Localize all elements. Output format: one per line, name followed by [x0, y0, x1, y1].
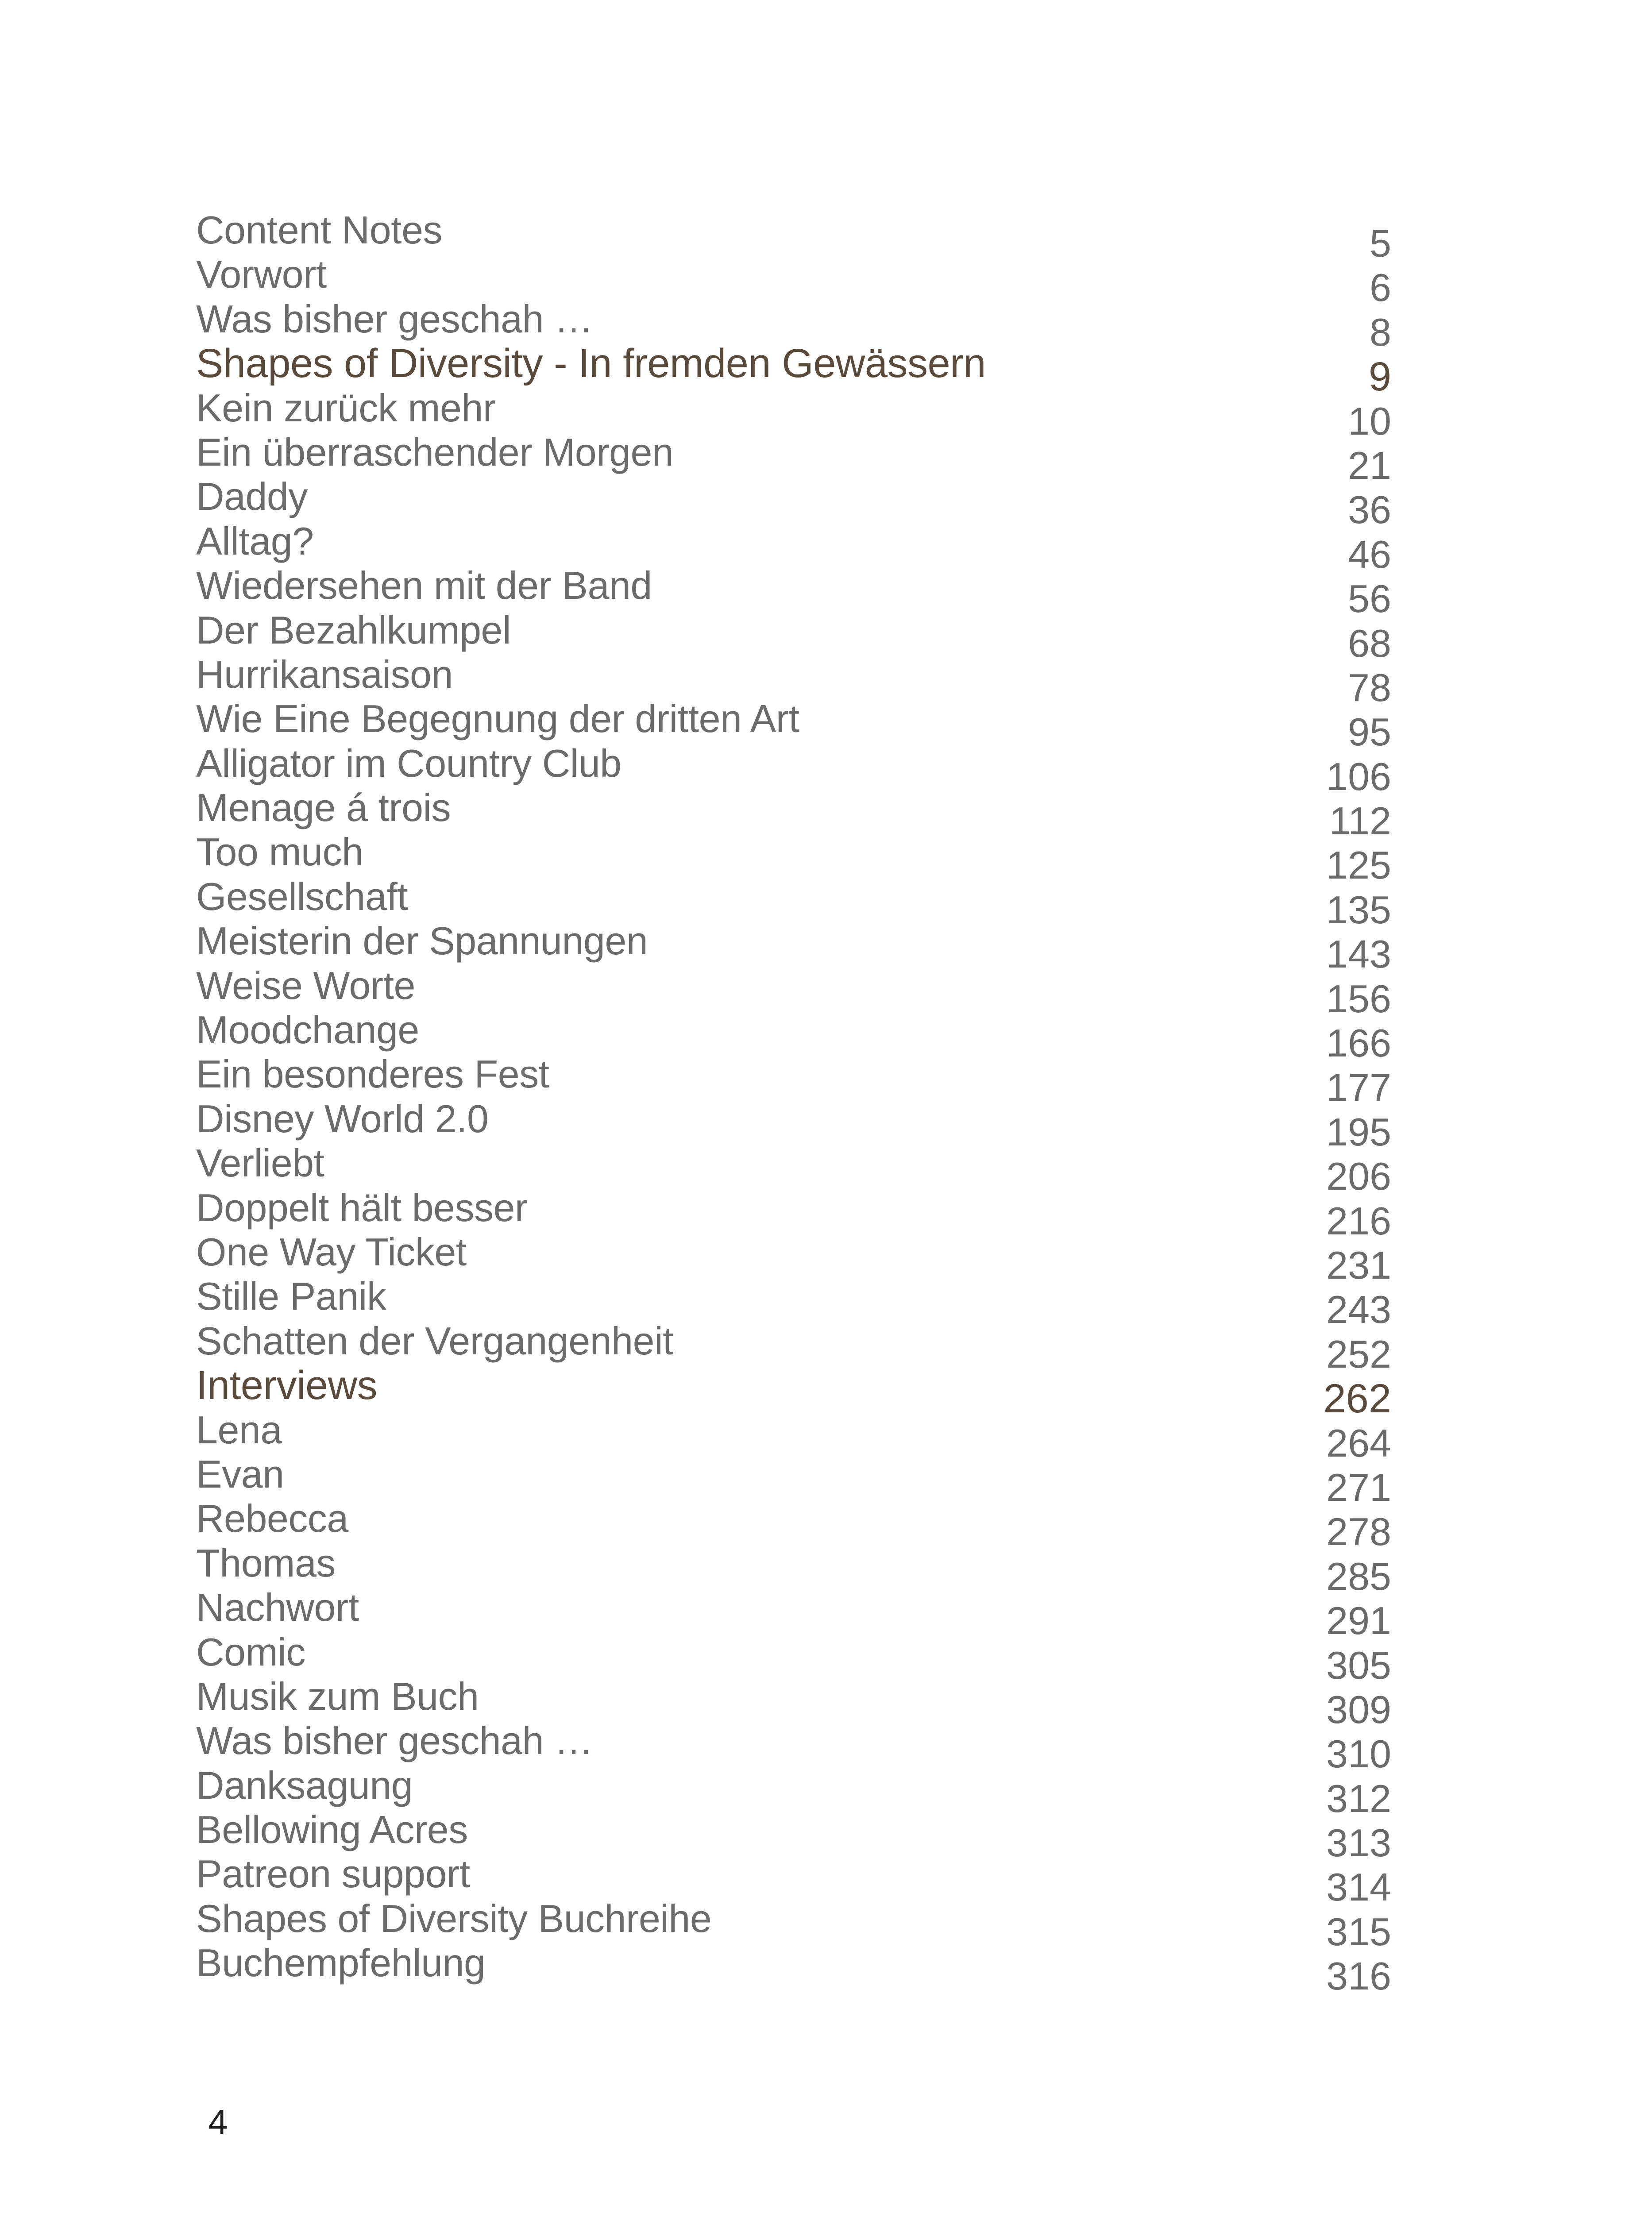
toc-entry [196, 1541, 1391, 1598]
toc-entry-page: 206 [1326, 1154, 1391, 1199]
toc-entry-page: 166 [1326, 1021, 1391, 1065]
toc-entry-title: Wie Eine Begegnung der dritten Art [196, 697, 799, 741]
toc-entry [196, 1763, 1391, 1820]
toc-entry-page: 309 [1326, 1687, 1391, 1731]
toc-entry-title: Patreon support [196, 1852, 470, 1896]
toc-entry [196, 1319, 1391, 1376]
toc-entry-title: Danksagung [196, 1763, 413, 1807]
toc-entry-title: Lena [196, 1407, 282, 1452]
toc-entry-page: 305 [1326, 1643, 1391, 1687]
toc-entry [196, 563, 1391, 621]
toc-entry [196, 1719, 1391, 1776]
toc-entry-page: 95 [1348, 710, 1391, 754]
toc-entry-page: 10 [1348, 399, 1391, 443]
toc-entry [196, 1852, 1391, 1909]
toc-entry-page: 6 [1370, 266, 1391, 310]
toc-entry [196, 1141, 1391, 1199]
toc-entry-page: 112 [1329, 799, 1391, 843]
toc-entry [196, 919, 1391, 976]
toc-entry-page: 106 [1326, 754, 1391, 798]
toc-entry [196, 874, 1391, 932]
toc-entry-title: Comic [196, 1630, 305, 1674]
toc-entry [196, 1185, 1391, 1243]
toc-entry-page: 315 [1326, 1909, 1391, 1954]
toc-entry [196, 297, 1391, 354]
toc-entry-title: Musik zum Buch [196, 1674, 479, 1718]
toc-entry [196, 1052, 1391, 1110]
toc-entry-page: 68 [1348, 621, 1391, 665]
toc-entry-title: Content Notes [196, 208, 443, 252]
toc-entry-page: 310 [1326, 1732, 1391, 1776]
toc-entry-page: 143 [1326, 932, 1391, 976]
toc-entry-title: Hurrikansaison [196, 652, 453, 696]
toc-section [196, 341, 1391, 400]
toc-entry [196, 1096, 1391, 1154]
toc-entry-page: 8 [1370, 310, 1391, 354]
toc-entry [196, 1808, 1391, 1865]
toc-entry [196, 208, 1391, 265]
toc-entry-page: 252 [1326, 1332, 1391, 1376]
toc-entry-page: 125 [1326, 843, 1391, 887]
toc-section [196, 1363, 1391, 1422]
toc-entry [196, 1274, 1391, 1332]
toc-entry-title: Schatten der Vergangenheit [196, 1319, 674, 1363]
toc-entry [196, 608, 1391, 665]
toc-entry [196, 830, 1391, 887]
toc-entry [196, 963, 1391, 1021]
toc-entry-page: 46 [1348, 532, 1391, 576]
toc-entry-title: Thomas [196, 1541, 336, 1585]
toc-entry-title: Too much [196, 830, 363, 874]
toc-entry-page: 5 [1370, 221, 1391, 265]
toc-entry-title: Rebecca [196, 1496, 348, 1541]
toc-entry-page: 243 [1326, 1288, 1391, 1332]
toc-entry-page: 156 [1326, 976, 1391, 1021]
toc-entry-title: Gesellschaft [196, 874, 408, 918]
toc-entry-title: One Way Ticket [196, 1230, 467, 1274]
toc-entry-page: 78 [1348, 665, 1391, 709]
toc-entry-page: 285 [1326, 1554, 1391, 1598]
toc-entry-page: 316 [1326, 1954, 1391, 1998]
toc-entry [196, 1585, 1391, 1643]
toc-entry-title: Shapes of Diversity - In fremden Gewässern [196, 341, 986, 386]
toc-entry [196, 786, 1391, 843]
toc-entry-title: Was bisher geschah … [196, 1719, 593, 1763]
toc-entry [196, 741, 1391, 798]
toc-entry-title: Was bisher geschah … [196, 297, 593, 341]
toc-entry-title: Menage á trois [196, 786, 451, 830]
toc-entry [196, 430, 1391, 487]
toc-entry-title: Nachwort [196, 1585, 359, 1630]
toc-entry-title: Alltag? [196, 519, 314, 563]
page-number: 4 [208, 2102, 228, 2142]
toc-entry-page: 216 [1326, 1199, 1391, 1243]
toc-entry-page: 56 [1348, 577, 1391, 621]
toc-entry [196, 1630, 1391, 1687]
toc-entry [196, 697, 1391, 754]
toc-entry [196, 1452, 1391, 1509]
toc-entry-title: Wiedersehen mit der Band [196, 563, 652, 608]
toc-entry-page: 271 [1326, 1465, 1391, 1509]
toc-entry-title: Doppelt hält besser [196, 1185, 528, 1230]
toc-entry-title: Moodchange [196, 1008, 419, 1052]
toc-entry-title: Vorwort [196, 252, 327, 297]
toc-entry-title: Evan [196, 1452, 284, 1496]
toc-entry-page: 314 [1326, 1865, 1391, 1909]
toc-entry-page: 135 [1326, 887, 1391, 932]
toc-entry-page: 291 [1326, 1599, 1391, 1643]
toc-entry-page: 177 [1326, 1065, 1391, 1110]
toc-entry [196, 1008, 1391, 1065]
toc-entry-title: Ein besonderes Fest [196, 1052, 549, 1096]
toc-entry-title: Weise Worte [196, 963, 415, 1007]
toc-entry [196, 1941, 1391, 1998]
toc-entry [196, 474, 1391, 532]
toc-entry-title: Alligator im Country Club [196, 741, 621, 785]
toc-entry [196, 1674, 1391, 1731]
toc-entry-page: 36 [1348, 488, 1391, 532]
toc-entry [196, 1896, 1391, 1954]
toc-entry-title: Stille Panik [196, 1274, 386, 1319]
toc-entry-title: Kein zurück mehr [196, 386, 496, 430]
toc-entry-page: 264 [1326, 1421, 1391, 1465]
toc-entry [196, 1230, 1391, 1287]
toc-entry [196, 519, 1391, 576]
toc-entry-title: Bellowing Acres [196, 1808, 468, 1852]
toc-entry [196, 386, 1391, 443]
toc-entry-page: 278 [1326, 1510, 1391, 1554]
toc-entry-page: 262 [1323, 1376, 1391, 1422]
toc-entry-page: 231 [1326, 1243, 1391, 1287]
toc-entry-title: Verliebt [196, 1141, 324, 1185]
toc-entry-title: Buchempfehlung [196, 1941, 486, 1985]
toc-entry [196, 652, 1391, 709]
toc-entry-page: 195 [1326, 1110, 1391, 1154]
toc-entry [196, 1407, 1391, 1465]
toc-entry-title: Der Bezahlkumpel [196, 608, 511, 652]
toc-entry-page: 312 [1326, 1776, 1391, 1820]
table-of-contents [196, 208, 1391, 1998]
toc-entry-page: 9 [1368, 354, 1391, 400]
toc-entry-title: Daddy [196, 474, 308, 519]
toc-entry-page: 313 [1326, 1821, 1391, 1865]
toc-entry-title: Interviews [196, 1363, 378, 1408]
toc-entry-title: Shapes of Diversity Buchreihe [196, 1896, 712, 1940]
toc-entry-title: Ein überraschender Morgen [196, 430, 674, 474]
toc-entry [196, 252, 1391, 310]
toc-entry-title: Disney World 2.0 [196, 1096, 489, 1141]
toc-entry-title: Meisterin der Spannungen [196, 919, 648, 963]
toc-entry-page: 21 [1348, 443, 1391, 487]
toc-entry [196, 1496, 1391, 1554]
